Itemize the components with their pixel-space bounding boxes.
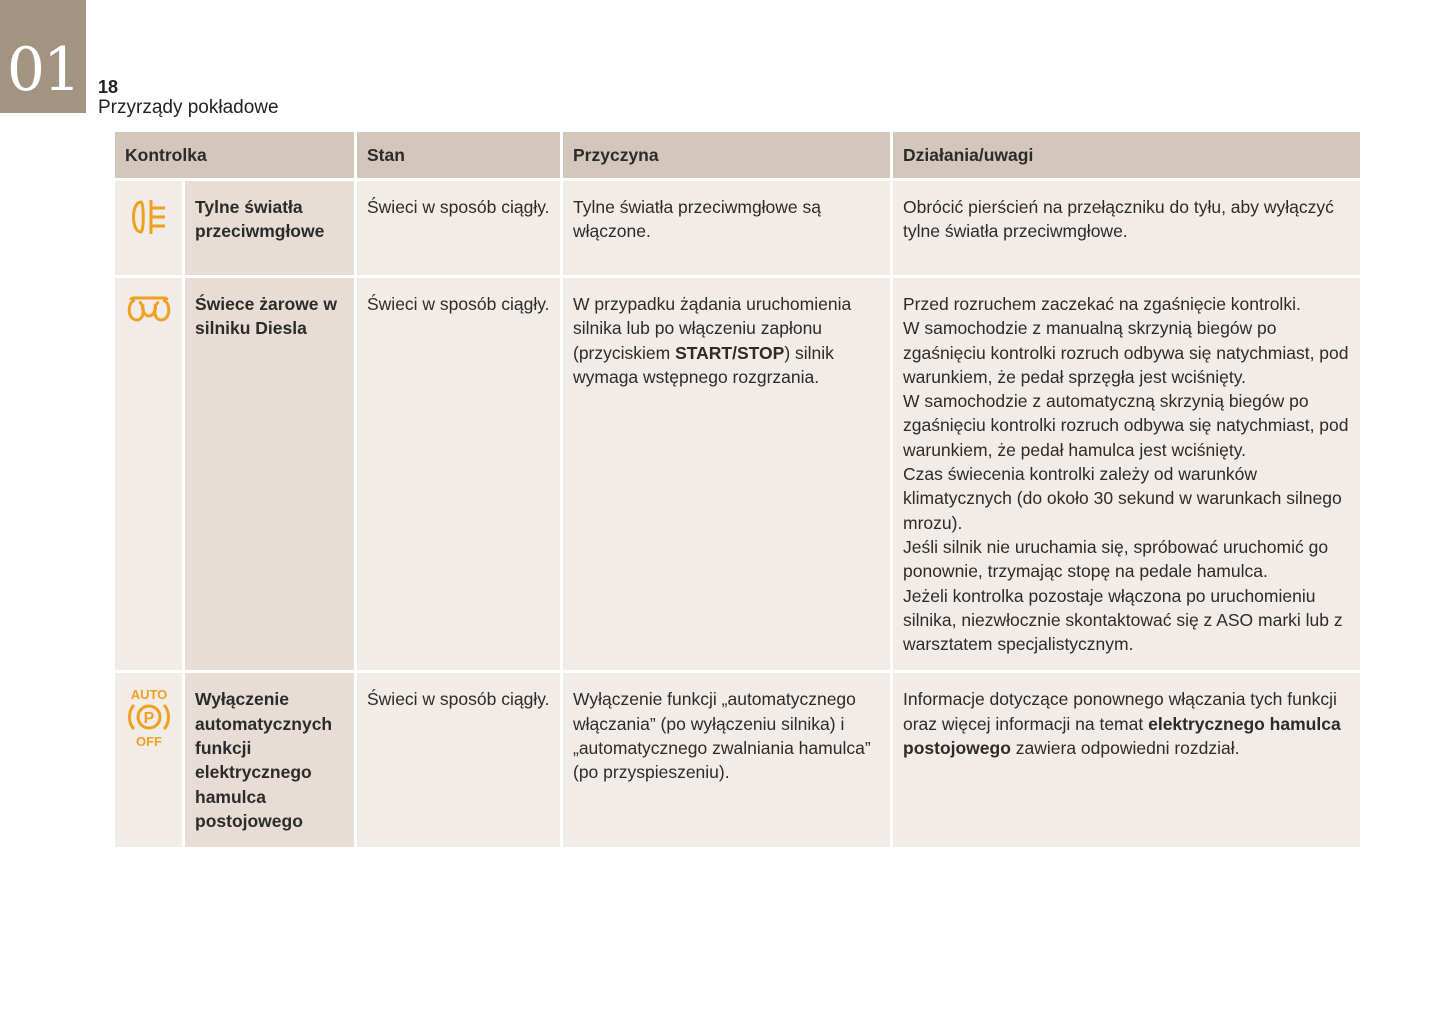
warning-name: Wyłączenie automatycznych funkcji elektrycznego hamulca postojowego (184, 672, 356, 849)
action-cell (892, 672, 1362, 849)
start-stop-label: START/STOP (675, 342, 785, 363)
cause-cell: Tylne światła przeciwmgłowe są włączone. (562, 180, 892, 277)
table-row (114, 180, 1362, 277)
state-cell: Świeci w sposób ciągły. (356, 277, 562, 672)
warning-name: Tylne światła przeciwmgłowe (184, 180, 356, 277)
action-line: Czas świecenia kontrolki zależy od warunków klimatycznych (do około 30 sekund w warunkach silnego mrozu). (903, 464, 1342, 533)
action-line: W samochodzie z manualną skrzynią biegów po zgaśnięciu kontrolki rozruch odbywa się natychmiast, pod warunkiem, że pedał sprzęgła jest wciśnięty. (903, 318, 1349, 387)
column-header-kontrolka: Kontrolka (114, 131, 356, 180)
action-text: Informacje dotyczące ponownego włączania tych funkcji oraz więcej informacji na temat (903, 689, 1337, 734)
column-header-przyczyna: Przyczyna (562, 131, 892, 180)
column-header-dzialania: Działania/uwagi (892, 131, 1362, 180)
icon-cell (114, 672, 184, 849)
auto-parking-brake-off-icon (124, 687, 174, 749)
svg-text:AUTO: AUTO (130, 687, 167, 703)
action-line: Jeśli silnik nie uruchamia się, spróbować uruchomić go ponownie, trzymając stopę na pedale hamulca. (903, 536, 1329, 582)
rear-fog-light-icon (127, 197, 171, 237)
state-cell: Świeci w sposób ciągły. (356, 672, 562, 849)
cause-text: ) silnik wymaga wstępnego rozgrzania. (573, 342, 834, 387)
cause-text: W przypadku żądania uruchomienia silnika lub po włączeniu zapłonu (przyciskiem (573, 294, 852, 363)
action-line: W samochodzie z automatyczną skrzynią biegów po zgaśnięciu kontrolki rozruch odbywa się natychmiast, pod warunkiem, że pedał hamulca jest wciśnięty. (903, 391, 1349, 460)
chapter-tab (0, 0, 86, 113)
parking-brake-label: elektrycznego hamulca postojowego (903, 713, 1341, 759)
icon-cell (114, 277, 184, 672)
action-cell: Obrócić pierścień na przełączniku do tyłu, aby wyłączyć tylne światła przeciwmgłowe. (892, 180, 1362, 277)
column-header-stan: Stan (356, 131, 562, 180)
page-title: Przyrządy pokładowe (98, 97, 279, 118)
table-header-row (114, 131, 1362, 180)
cause-cell (562, 277, 892, 672)
warning-lights-table (112, 129, 1363, 850)
chapter-number: 01 (6, 35, 80, 105)
action-line: Jeżeli kontrolka pozostaje włączona po uruchomieniu silnika, niezwłocznie skontaktować się z ASO marki lub z warsztatem specjalistycznym. (903, 585, 1343, 655)
svg-text:OFF: OFF (135, 734, 162, 750)
icon-cell (114, 180, 184, 277)
table-row (114, 277, 1362, 672)
page-number: 18 (98, 77, 119, 97)
action-text: zawiera odpowiedni rozdział. (1010, 738, 1240, 759)
action-line: Przed rozruchem zaczekać na zgaśnięcie kontrolki. (903, 294, 1301, 314)
cause-cell: Wyłączenie funkcji „automatycznego włączania” (po wyłączeniu silnika) i „automatycznego zwalniania hamulca” (po przyspieszeniu). (562, 672, 892, 849)
glow-plug-icon (127, 294, 171, 326)
warning-name: Świece żarowe w silniku Diesla (184, 277, 356, 672)
action-cell (892, 277, 1362, 672)
table-row (114, 672, 1362, 849)
svg-text:P: P (143, 710, 154, 728)
state-cell: Świeci w sposób ciągły. (356, 180, 562, 277)
